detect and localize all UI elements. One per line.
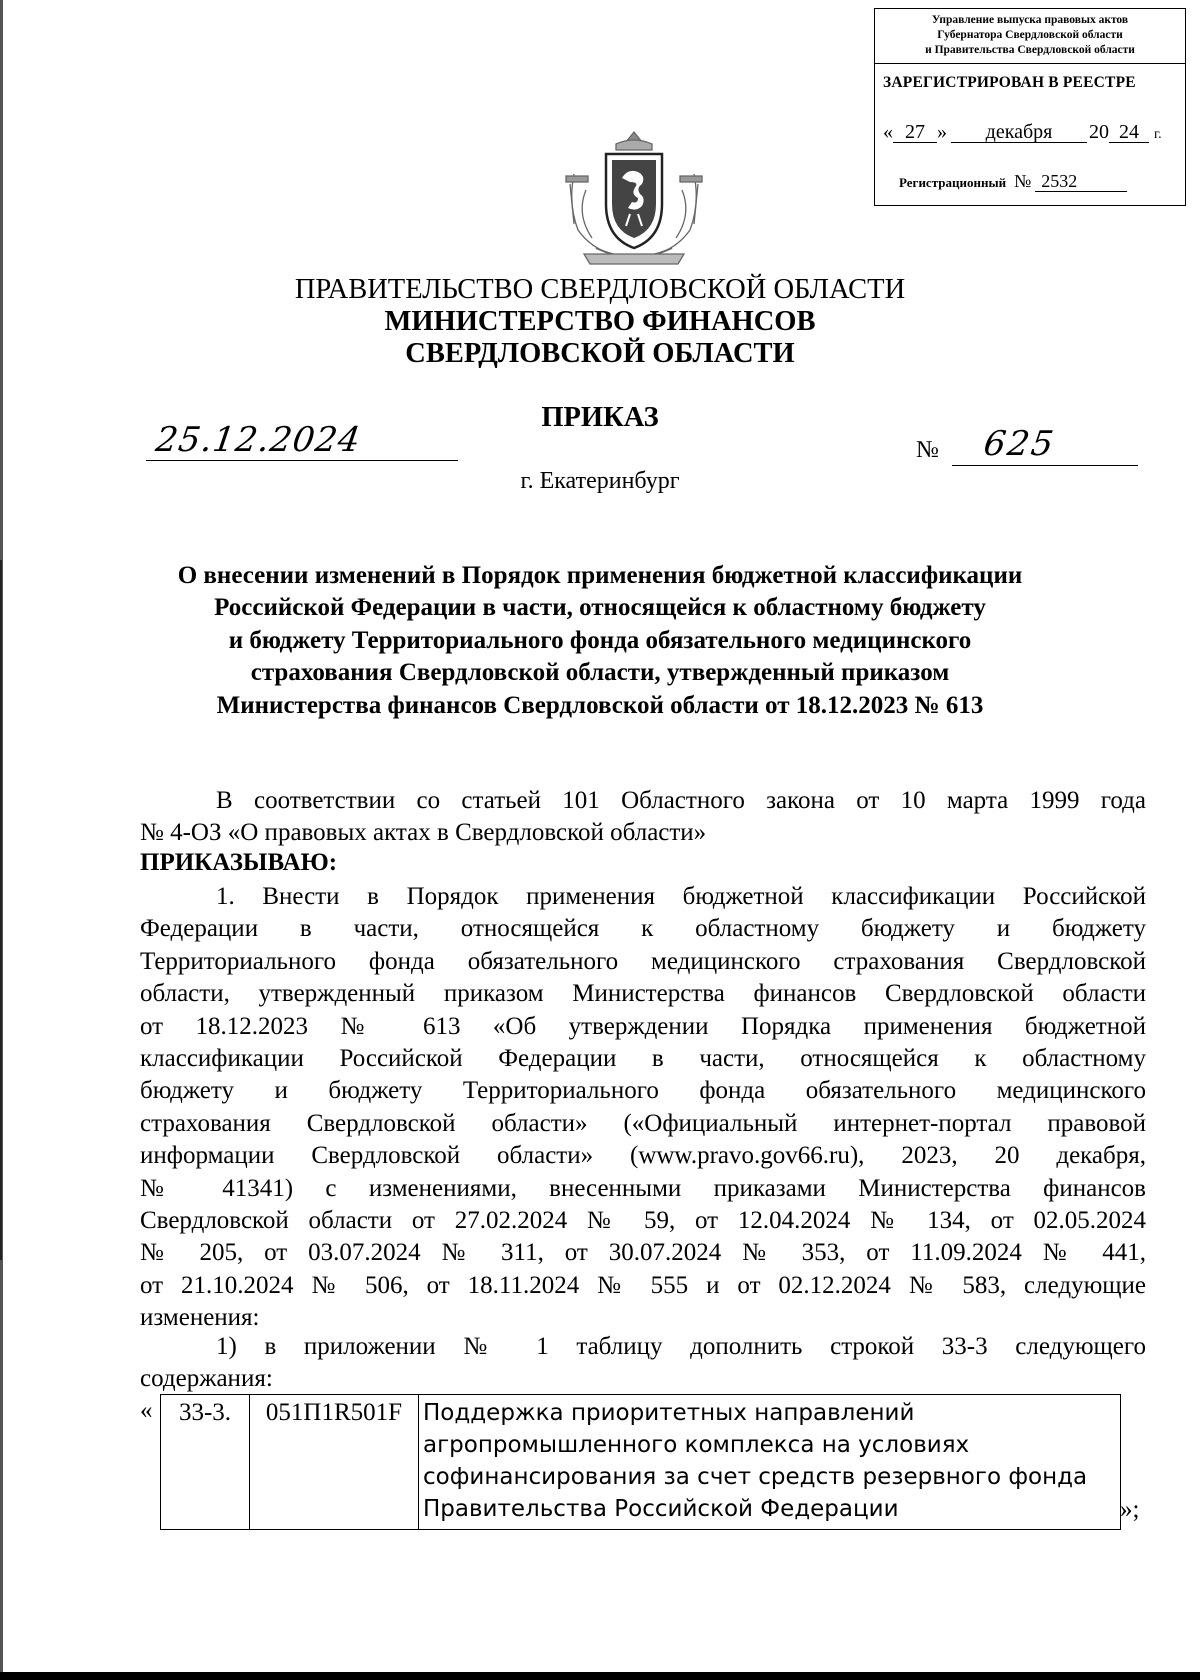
item-1-line: Свердловской области от 27.02.2024 № 59, от 12.04.2024 № 134, от 02.05.2024: [140, 1206, 1146, 1234]
handwritten-date: 25.12.2024: [153, 420, 364, 460]
item-1-line: № 41341) с изменениями, внесенными приказами Министерства финансов: [140, 1174, 1146, 1202]
stamp-year-mark: г.: [1154, 127, 1162, 142]
item-1-line: области, утвержденный приказом Министерства финансов Свердловской области: [140, 980, 1146, 1008]
title-line: страхования Свердловской области, утвержденный приказом: [250, 659, 950, 687]
order-word: ПРИКАЗЫВАЮ:: [140, 849, 338, 876]
stamp-year-prefix: 20: [1089, 121, 1109, 143]
row-text-line: софинансирования за счет средств резервного фонда: [423, 1464, 1088, 1490]
city: г. Екатеринбург: [520, 468, 680, 494]
preamble-line: № 4-ОЗ «О правовых актах в Свердловской области»: [140, 819, 707, 847]
stamp-number-row: [899, 171, 1127, 192]
item-1-line: изменения:: [140, 1304, 260, 1332]
row-number-cell: 33-3.: [161, 1395, 250, 1530]
ministry-heading-line-2: СВЕРДЛОВСКОЙ ОБЛАСТИ: [405, 338, 795, 369]
table-row: [161, 1395, 1121, 1530]
item-1-line: страхования Свердловской области» («Официальный интернет-портал правовой: [140, 1109, 1146, 1137]
item-1-line: Территориального фонда обязательного медицинского страхования Свердловской: [140, 947, 1146, 975]
scan-edge-bottom: [0, 1672, 1200, 1680]
item-1-line: бюджету и бюджету Территориального фонда обязательного медицинского: [140, 1077, 1146, 1105]
stamp-num-sign: №: [1014, 171, 1032, 191]
stamp-line-2: Губернатора Свердловской области: [937, 29, 1123, 41]
title-line: и бюджету Территориального фонда обязательного медицинского: [228, 626, 972, 654]
subitem-1: [140, 1331, 1146, 1396]
close-quote: »;: [1120, 1496, 1140, 1523]
order-number-sign: №: [916, 437, 939, 463]
coat-of-arms-emblem: [556, 130, 712, 270]
stamp-line-3: и Правительства Свердловской области: [925, 44, 1135, 56]
item-1-line: от 21.10.2024 № 506, от 18.11.2024 № 555 и от 02.12.2024 № 583, следующие: [140, 1271, 1146, 1299]
title-line: Министерства финансов Свердловской области от 18.12.2023 № 613: [216, 691, 984, 719]
title-line: Российской Федерации в части, относящейся к областному бюджету: [214, 594, 986, 622]
subitem-1-line: 1) в приложении № 1 таблицу дополнить строкой 33-3 следующего: [216, 1333, 1146, 1360]
item-1-line: Федерации в части, относящейся к областному бюджету и бюджету: [140, 915, 1146, 943]
inserted-table-row: [160, 1394, 1121, 1530]
government-heading: ПРАВИТЕЛЬСТВО СВЕРДЛОВСКОЙ ОБЛАСТИ: [294, 274, 906, 305]
registry-stamp: [874, 8, 1186, 206]
date-underline: [146, 460, 458, 461]
handwritten-order-number: 625: [981, 424, 1058, 464]
item-1-line: 1. Внести в Порядок применения бюджетной классификации Российской: [216, 883, 1146, 910]
open-quote: «: [140, 1397, 153, 1424]
preamble-line: В соответствии со статьей 101 Областного закона от 10 марта 1999 года: [216, 787, 1146, 814]
document-type: ПРИКАЗ: [541, 402, 659, 433]
title-line: О внесении изменений в Порядок применения бюджетной классификации: [177, 562, 1023, 589]
item-1-line: классификации Российской Федерации в части, относящейся к областному: [140, 1044, 1146, 1072]
row-text-line: агропромышленного комплекса на условиях: [423, 1432, 970, 1458]
stamp-reg-number: 2532: [1035, 172, 1127, 192]
row-code-cell: 051П1R501F: [250, 1395, 419, 1530]
subitem-1-line: содержания:: [140, 1365, 273, 1393]
ministry-heading-line-1: МИНИСТЕРСТВО ФИНАНСОВ: [384, 306, 816, 337]
scan-edge-left-dark: [0, 560, 2, 1260]
stamp-reg-label: Регистрационный: [899, 175, 1007, 190]
stamp-year-suffix: 24: [1109, 122, 1149, 143]
item-1-line: № 205, от 03.07.2024 № 311, от 30.07.2024 № 353, от 11.09.2024 № 441,: [140, 1239, 1146, 1267]
row-text-line: Правительства Российской Федерации: [423, 1496, 899, 1522]
preamble: [140, 785, 1146, 850]
document-title: [120, 560, 1080, 722]
item-1-line: информации Свердловской области» (www.pravo.gov66.ru), 2023, 20 декабря,: [140, 1142, 1146, 1170]
stamp-header: [875, 9, 1185, 64]
stamp-day: 27: [893, 122, 937, 143]
stamp-line-1: Управление выпуска правовых актов: [931, 14, 1129, 26]
row-text-line: Поддержка приоритетных направлений: [423, 1400, 915, 1426]
stamp-date: « 27 » декабря 20 24 г.: [883, 121, 1162, 143]
item-1: [140, 881, 1146, 1334]
stamp-month: декабря: [951, 122, 1087, 143]
stamp-registered-label: ЗАРЕГИСТРИРОВАН В РЕЕСТРЕ: [883, 74, 1136, 91]
row-text-cell: [419, 1395, 1121, 1530]
order-number-underline: [952, 465, 1138, 466]
item-1-line: от 18.12.2023 № 613 «Об утверждении Порядка применения бюджетной: [140, 1012, 1146, 1040]
